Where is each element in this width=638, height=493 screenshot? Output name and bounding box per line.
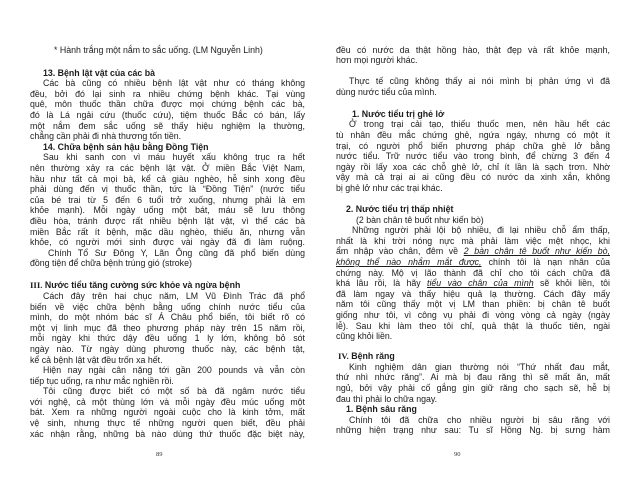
text-line: [336, 246, 610, 257]
section-title: Bệnh răng: [348, 351, 395, 362]
text-line: giống như tôi, vì công vụ phải đi vòng vòng cả ngày (ngày: [336, 309, 610, 320]
text-line: ngày rồi lấy xoa các chỗ ghẻ lở, chỉ ít lần là sạch trơn. Nhờ: [336, 161, 610, 172]
section-numeral: IV.: [338, 351, 349, 362]
text-line: kể cả bệnh lật vật đều trốn xa hết.: [30, 354, 163, 365]
text-line: Chính Tổ Sư Đông Y, Lãn Ông cũng đã phổ biến dùng: [48, 247, 305, 258]
page-number: 89: [156, 451, 163, 458]
section-title: Nước tiểu tăng cường sức khỏe và ngừa bệnh: [42, 280, 241, 291]
text-line: bị ghẻ lở như các trại khác.: [336, 183, 443, 193]
left-page: [30, 45, 305, 440]
section-heading: 13. Bệnh lật vật của các bà: [43, 67, 155, 78]
text-line: [336, 257, 610, 268]
text-line: Những người phải lội bộ nhiều, đi lại nhiều chỗ ẩm thấp,: [352, 225, 610, 236]
text-line: tiếp tục uống, ra như mắc nghiền rồi.: [30, 375, 174, 386]
text-line: Chính tôi đã chữa cho nhiều người bị sâu răng với: [349, 414, 610, 425]
section-heading: [30, 280, 305, 291]
text-line: ngày nào. Từ ngày dùng phương thuốc này, các bệnh tật,: [30, 343, 305, 354]
text-line: đó là Lá ngải cứu (thuốc cứu), tiệm thuốc Bắc có bán, lấy: [30, 110, 305, 121]
text-line: ngủ, bởi vậy phải cố gắng gìn giữ răng cho sạch sẽ, hễ bị: [336, 383, 610, 394]
text-line: chẳng cần phải đi nhà thương tốn tiền.: [30, 131, 182, 142]
text-line: Hiện nay ngài cân nặng tới gần 200 pounds và vẫn còn: [43, 365, 305, 376]
text-line: quê, môn thuốc thần chữa được mọi chứng bệnh các bà,: [30, 99, 305, 110]
text-line: hơn mọi người khác.: [336, 55, 418, 66]
text-line: những hiện trạng như sau: Tu sĩ Hồng Ng. bị sưng hàm: [336, 425, 610, 436]
text-line: đồng tiện để chữa bệnh trúng gió (stroke): [30, 258, 192, 269]
text-line: đau thì phải lo chữa ngay.: [336, 393, 438, 404]
right-page: [336, 45, 610, 436]
text-line: Thực tế cũng không thấy ai nói mình bị phản ứng vì đã: [349, 76, 610, 87]
text-line: Ở trong trại cải tạo, thiếu thuốc men, nên hầu hết các: [349, 119, 610, 130]
text-line: (2 bàn chân tê buốt như kiến bò): [356, 214, 484, 225]
section-heading: 14. Chữa bệnh sản hậu bằng Đồng Tiện: [43, 141, 209, 152]
text-segment: ẩm nhập vào chân, đêm về: [336, 246, 464, 257]
text-line: Tôi cũng được biết có một số bà đã ngâm nước tiểu: [43, 386, 305, 397]
text-line: đã làm ngay và thấy hiệu quả lạ thường. Cách đây mấy: [336, 288, 610, 299]
text-line: thứ nhì nhức răng”. Ai mà bị đau răng thì sẽ mất ăn, mất: [336, 372, 610, 383]
text-line: vệ sinh, nhưng thực tế những người quen biết, đều phải: [30, 418, 305, 429]
page-number: 90: [454, 451, 461, 458]
text-line: mỗi ngày khi thức dậy đều uống 1 ly lớn, không bỏ sót: [30, 333, 305, 344]
text-line: cũng khỏi liền.: [336, 331, 393, 342]
text-line: khỏe, có người mới sinh được vài ngày đã đi làm ruộng.: [30, 237, 305, 248]
emphasized-text: không thể nào nhắm mắt được,: [336, 256, 482, 267]
text-line: năm tôi cũng thấy một vị LM than phiền: bị chân tê buốt: [336, 299, 610, 310]
text-line: với nghệ, cả một thùng lớn và mỗi ngày đều múc uống một: [30, 396, 305, 407]
section-heading: 2. Nước tiểu trị thấp nhiệt: [346, 203, 454, 214]
text-line: miền Bắc rất ít bệnh, mặc dầu nghèo, thiếu ăn, nhưng vẫn: [30, 226, 305, 237]
text-segment: khá lâu rồi, là hãy: [336, 278, 428, 289]
text-line: nên thường xảy ra các bệnh lật vật. Ở miền Bắc Việt Nam,: [30, 163, 305, 174]
emphasized-text: tiểu vào chân của mình: [427, 278, 534, 289]
text-line: trại, có người phổ biến phương pháp chữa ghẻ lở bằng: [336, 140, 610, 151]
text-line: của bé trai từ 5 đến 6 tuổi trở xuống, nhưng phải là em: [30, 194, 305, 205]
text-line: mình, do một nhóm bác sĩ Á Châu phổ biến, tôi biết rõ có: [30, 312, 305, 323]
text-segment: sẽ khỏi liền, tôi: [533, 278, 610, 289]
text-line: Các bà cũng có nhiều bệnh lật vật như có tháng không: [43, 78, 305, 89]
text-line: xác nhận rằng, những bà nào dùng thứ thuốc đặc biệt này,: [30, 428, 305, 439]
emphasized-text: 2 bàn chân tê buốt như kiến bò,: [463, 246, 610, 257]
text-line: đều, bởi đó lại sinh ra nhiều chứng bệnh khác. Tại vùng: [30, 88, 305, 99]
text-line: lễ). Sau khi làm theo tôi chỉ, quả thật là thuốc tiên, ngài: [336, 320, 610, 331]
text-line: Sau khi sanh con vì máu huyết xấu không trục ra hết: [43, 152, 305, 163]
text-line: khỏe mạnh). Mỗi ngày uống một bát, máu sẽ lưu thông: [30, 205, 305, 216]
text-line: đều có nước da thật hồng hào, thật đẹp và rất khỏe mạnh,: [336, 44, 610, 55]
text-line: hầu như tất cả mọi bà, kể cả giàu nghèo, hễ sinh xong đều: [30, 173, 305, 184]
text-line: [336, 278, 610, 289]
text-line: Cách đây trên hai chục năm, LM Vũ Đình Trác đã phổ: [43, 290, 305, 301]
section-heading: 1. Bệnh sâu răng: [346, 404, 417, 415]
text-line: tù nhân đều mắc chứng ghẻ, ngứa ngáy, nhưng có một ít: [336, 130, 610, 141]
section-numeral: III.: [30, 280, 43, 291]
text-line: Kinh nghiệm dân gian thường nói “Thứ nhất đau mắt,: [349, 361, 610, 372]
text-line: phải dùng đến vị thuốc thần, tức là “Đồng Tiện” (nước tiểu: [30, 184, 305, 195]
text-line: dùng nước tiểu của mình.: [336, 86, 437, 97]
text-line: chứng này. Mộ vị lão thành đã chỉ cho tôi cách chữa đã: [336, 267, 610, 278]
text-line: vậy mà cả trại ai ai cũng đều có nước da xinh xắn, không: [336, 172, 610, 183]
text-line: điều hòa, tránh được rất nhiều bệnh lật vật, vì thế các bà: [30, 215, 305, 226]
section-heading: [336, 351, 610, 362]
text-line: biến về việc chữa bệnh bằng uống chính nước tiểu của: [30, 301, 305, 312]
text-line: bát. Xem ra những người ngoài cuộc cho là kinh tởm, mất: [30, 407, 305, 418]
text-line: nhất là khi trời nóng nực mà phải làm việc mệt nhọc, khi: [336, 235, 610, 246]
section-heading: 1. Nước tiểu trị ghẻ lở: [352, 108, 445, 119]
text-line: nước tiểu. Trữ nước tiểu vào trong bình, để chừng 3 đến 4: [336, 151, 610, 162]
text-line: một nắm đem sắc uống sẽ thấy hiệu nghiệm lạ thường,: [30, 120, 305, 131]
text-segment: chính tôi là nạn nhân của: [481, 256, 610, 267]
text-line: * Hành trắng một nắm to sắc uống. (LM Nguyễn Linh): [54, 44, 263, 55]
text-line: một vị linh mục đã theo phương pháp này trên 15 năm rồi,: [30, 322, 305, 333]
